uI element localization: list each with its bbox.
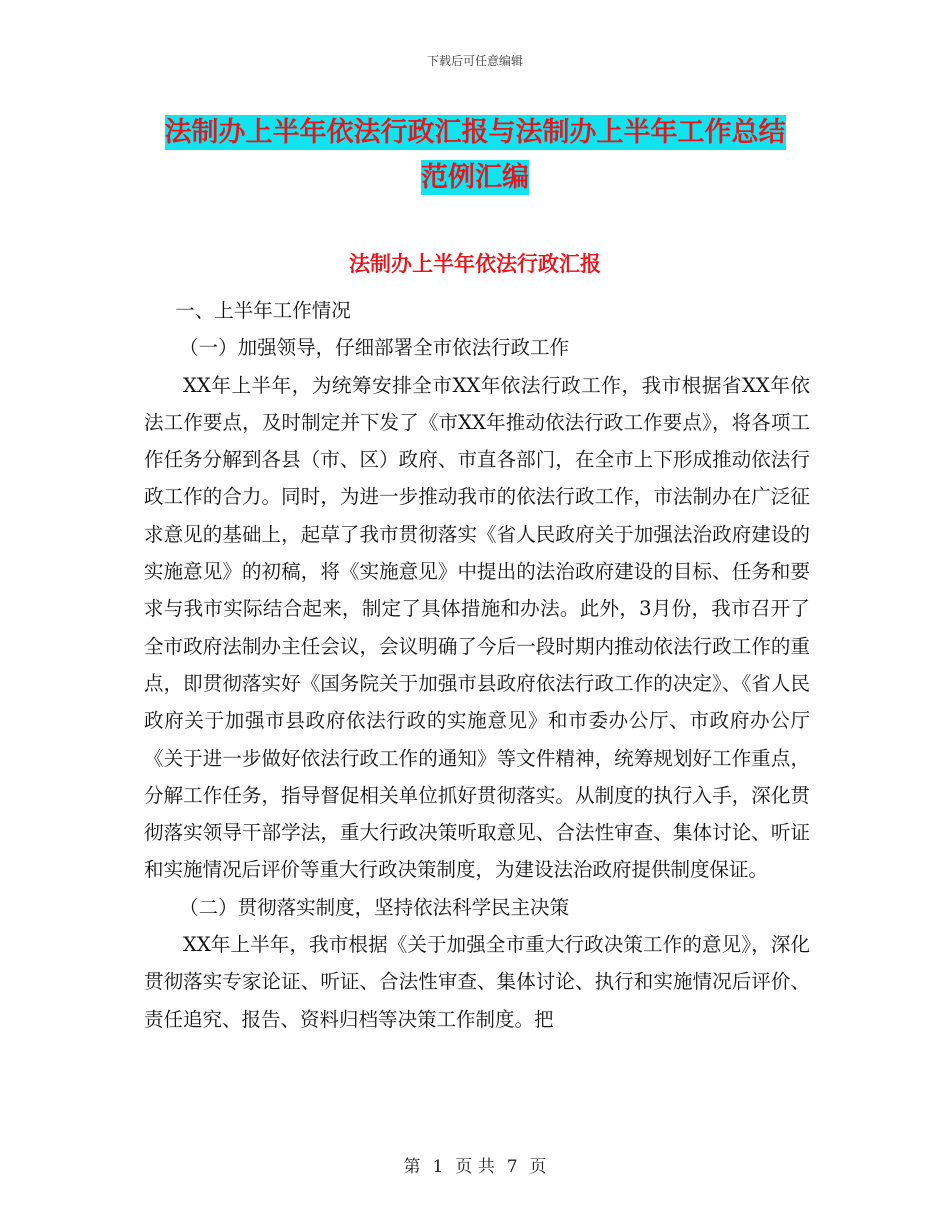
heading-work-overview: 一、上半年工作情况 [175, 299, 351, 322]
page-footer [0, 1152, 950, 1177]
title-line-2: 范例汇编 [421, 162, 529, 193]
paragraph-leadership: XX年上半年，为统筹安排全市XX年依法行政工作，我市根据省XX年依法工作要点，及时制定并下发了《市XX年推动依法行政工作要点》，将各项工作任务分解到各县（市、区）政府、市直各部门，在全市上下形成推动依法行政工作的合力。同时，为进一步推动我市的依法行政工作，市法制办在广泛征求意见的基础上，起草了我市贯彻落实《省人民政府关于加强法治政府建设的实施意见》的初稿，将《实施意见》中提出的法治政府建设的目标、任务和要求与我市实际结合起来，制定了具体措施和办法。此外，3月份，我市召开了全市政府法制办主任会议，会议明确了今后一段时期内推动依法行政工作的重点，即贯彻落实好《国务院关于加强市县政府依法行政工作的决定》、《省人民政府关于加强市县政府依法行政的实施意见》和市委办公厅、市政府办公厅《关于进一步做好依法行政工作的通知》等文件精神，统筹规划好工作重点，分解工作任务，指导督促相关单位抓好贯彻落实。从制度的执行入手，深化贯彻落实领导干部学法，重大行政决策听取意见、合法性审查、集体讨论、听证和实施情况后评价等重大行政决策制度，为建设法治政府提供制度保证。 [144, 373, 810, 882]
subheading-leadership: （一）加强领导，仔细部署全市依法行政工作 [179, 336, 570, 360]
paragraph-decision-making: XX年上半年，我市根据《关于加强全市重大行政决策工作的意见》，深化贯彻落实专家论证、听证、合法性审查、集体讨论、执行和实施情况后评价、责任追究、报告、资料归档等决策工作制度。把 [144, 933, 810, 1031]
header-note: 下载后可任意编辑 [426, 54, 523, 68]
section-title: 法制办上半年依法行政汇报 [349, 252, 601, 276]
footer-prefix: 第 [403, 1157, 421, 1177]
title-line-1: 法制办上半年依法行政汇报与法制办上半年工作总结 [164, 117, 786, 148]
footer-middle: 页 共 [455, 1157, 495, 1177]
footer-total-pages: 7 [506, 1157, 518, 1177]
footer-current-page: 1 [432, 1157, 444, 1177]
footer-suffix: 页 [529, 1157, 547, 1177]
document-body [144, 292, 810, 1038]
document-title [140, 110, 810, 200]
subheading-decision-making: （二）贯彻落实制度，坚持依法科学民主决策 [179, 895, 570, 919]
